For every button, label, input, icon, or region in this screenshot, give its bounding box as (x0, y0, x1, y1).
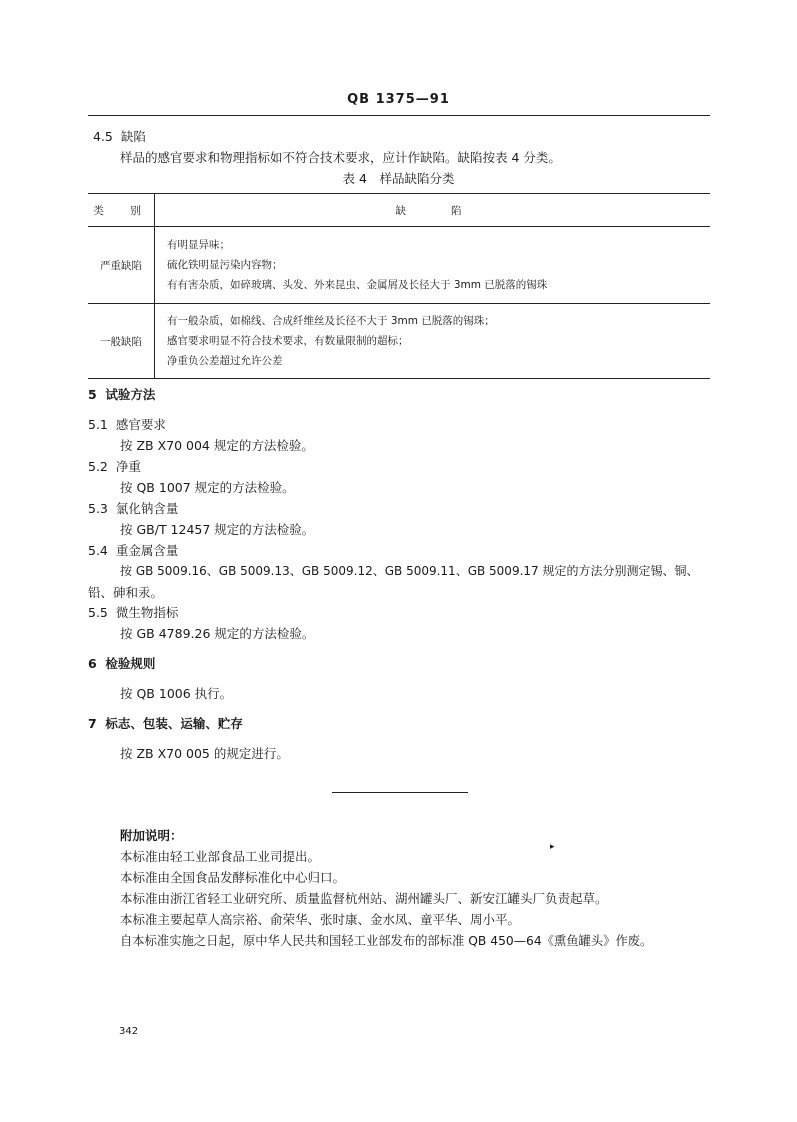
note-line: 自本标准实施之日起，原中华人民共和国轻工业部发布的部标准 QB 450—64《熏鱼罐头》作废。 (120, 934, 653, 948)
section-title: 试验方法 (105, 387, 156, 402)
defect-item: 有有害杂质，如碎玻璃、头发、外来昆虫、金属屑及长径大于 3mm 已脱落的锡珠 (167, 279, 548, 291)
subsection-title: 微生物指标 (115, 605, 179, 620)
subsection-number: 5.4 (88, 543, 108, 558)
standard-code: QB 1375—91 (347, 92, 450, 107)
section-4-5-text: 样品的感官要求和物理指标如不符合技术要求，应计作缺陷。缺陷按表 4 分类。 (120, 150, 561, 165)
note-line: 本标准主要起草人高宗裕、俞荣华、张时康、金水凤、童平华、周小平。 (120, 912, 521, 927)
note-line: 本标准由轻工业部食品工业司提出。 (120, 849, 321, 864)
subsection-title: 氯化钠含量 (115, 501, 179, 516)
section-number: 5 (88, 387, 97, 402)
subsection-heading (88, 603, 178, 621)
section-5-heading (88, 385, 155, 403)
defect-item: 净重负公差超过允许公差 (167, 355, 283, 367)
col-category-header: 类 别 (88, 194, 155, 227)
section-title: 标志、包装、运输、贮存 (105, 716, 243, 731)
subsection-title: 感官要求 (115, 417, 166, 432)
section-7-text: 按 ZB X70 005 的规定进行。 (120, 746, 289, 761)
row-description (155, 227, 711, 304)
section-7-heading (88, 714, 243, 732)
subsection-text: 按 GB 4789.26 规定的方法检验。 (120, 626, 315, 641)
table-row (88, 227, 710, 304)
table-row (88, 304, 710, 379)
page-number: 342 (119, 1026, 139, 1037)
subsection-text: 按 ZB X70 004 规定的方法检验。 (120, 438, 314, 453)
section-number: 7 (88, 716, 97, 731)
subsection-heading (88, 457, 141, 475)
col-defect-header: 缺 陷 (155, 194, 711, 227)
row-category: 严重缺陷 (88, 227, 155, 304)
defect-item: 有明显异味； (167, 239, 230, 251)
subsection-text: 按 QB 1007 规定的方法检验。 (120, 480, 295, 495)
table-header-row (88, 194, 710, 227)
subsection-title: 净重 (115, 459, 141, 474)
section-6-text: 按 QB 1006 执行。 (120, 686, 233, 701)
section-title: 缺陷 (120, 129, 146, 144)
end-rule (332, 792, 468, 793)
subsection-number: 5.3 (88, 501, 108, 516)
table-caption: 表 4 样品缺陷分类 (342, 171, 455, 186)
subsection-text: 按 GB 5009.16、GB 5009.13、GB 5009.12、GB 5009.11、GB 5009.17 规定的方法分别测定锡、铜、 (120, 564, 699, 578)
note-line: 本标准由浙江省轻工业研究所、质量监督杭州站、湖州罐头厂、新安江罐头厂负责起草。 (120, 891, 608, 906)
subsection-number: 5.1 (88, 417, 108, 432)
section-number: 6 (88, 656, 97, 671)
row-category: 一般缺陷 (88, 304, 155, 379)
defect-item: 硫化铁明显污染内容物； (167, 259, 283, 271)
subsection-number: 5.5 (88, 605, 108, 620)
section-title: 检验规则 (105, 656, 156, 671)
section-number: 4.5 (93, 129, 113, 144)
defect-item: 感官要求明显不符合技术要求，有数量限制的超标； (167, 335, 409, 347)
subsection-heading (88, 499, 178, 517)
subsection-title: 重金属含量 (115, 543, 179, 558)
subsection-heading (88, 415, 166, 433)
subsection-heading (88, 541, 178, 559)
subsection-text: 按 GB/T 12457 规定的方法检验。 (120, 522, 315, 537)
section-6-heading (88, 654, 155, 672)
header-rule (88, 115, 710, 116)
note-line: 本标准由全国食品发酵标准化中心归口。 (120, 870, 346, 885)
section-4-5-heading (93, 127, 146, 145)
scan-speck: ▸ (550, 842, 555, 852)
row-description (155, 304, 711, 379)
defect-table (88, 193, 710, 379)
subsection-text-continued: 铅、砷和汞。 (88, 585, 164, 600)
subsection-number: 5.2 (88, 459, 108, 474)
notes-heading: 附加说明： (120, 828, 183, 843)
defect-item: 有一般杂质，如棉线、合成纤维丝及长径不大于 3mm 已脱落的锡珠； (167, 315, 495, 327)
